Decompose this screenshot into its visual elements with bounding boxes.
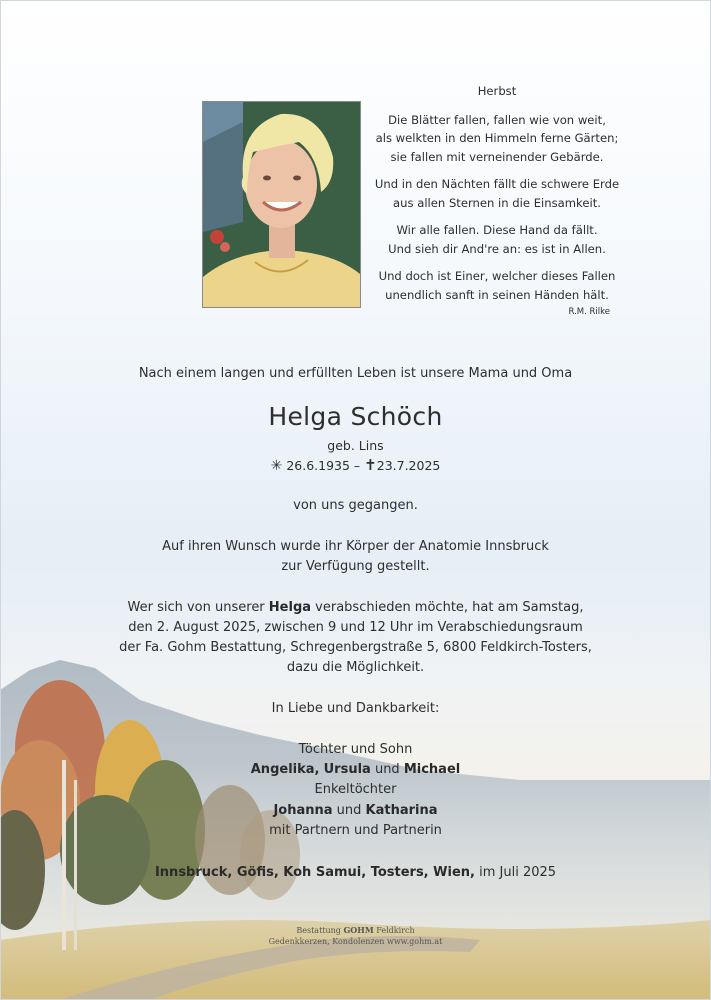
children-label: Töchter und Sohn bbox=[298, 742, 413, 757]
grandchild-name: Johanna bbox=[273, 803, 333, 818]
and-text: und bbox=[336, 803, 362, 818]
intro-text: Nach einem langen und erfüllten Leben ist unsere Mama und Oma bbox=[138, 366, 573, 381]
child-name: Angelika, bbox=[250, 762, 320, 777]
poem-line: Und sieh dir And're an: es ist in Allen. bbox=[388, 241, 606, 256]
portrait-photo bbox=[202, 101, 361, 308]
farewell-line-3: der Fa. Gohm Bestattung, Schregenbergstraße 5, 6800 Feldkirch-Tosters, bbox=[119, 640, 592, 655]
wish-line-2: zur Verfügung gestellt. bbox=[281, 559, 430, 574]
poem-line: als welkten in den Himmeln ferne Gärten; bbox=[375, 131, 619, 145]
farewell-line-4: dazu die Möglichkeit. bbox=[286, 660, 425, 675]
wish-line-1: Auf ihren Wunsch wurde ihr Körper der Anatomie Innsbruck bbox=[162, 539, 549, 554]
grandchild-name: Katharina bbox=[365, 803, 438, 818]
poem-line: sie fallen mit verneinender Gebärde. bbox=[390, 149, 604, 164]
poem bbox=[372, 82, 622, 317]
undertaker-pre: Bestattung bbox=[296, 926, 344, 935]
places: Innsbruck, Göfis, Koh Samui, Tosters, Wien, bbox=[154, 865, 475, 880]
children-names bbox=[100, 760, 611, 780]
places-date bbox=[100, 863, 611, 883]
farewell-name: Helga bbox=[268, 600, 312, 615]
month-year: im Juli 2025 bbox=[474, 865, 557, 880]
maiden-name: geb. Lins bbox=[327, 438, 384, 453]
poem-stanza bbox=[372, 175, 622, 212]
child-name: Ursula bbox=[323, 762, 371, 777]
poem-author: R.M. Rilke bbox=[568, 307, 610, 317]
undertaker-city: Feldkirch bbox=[373, 926, 415, 935]
and-text: und bbox=[374, 762, 400, 777]
deceased-name: Helga Schöch bbox=[268, 402, 443, 431]
poem-line: Wir alle fallen. Diese Hand da fällt. bbox=[396, 223, 598, 237]
partners-text: mit Partnern und Partnerin bbox=[269, 823, 442, 838]
grandchildren-names bbox=[100, 801, 611, 821]
grandchildren-label: Enkeltöchter bbox=[314, 782, 397, 797]
poem-line: aus allen Sternen in die Einsamkeit. bbox=[393, 195, 601, 210]
poem-line: unendlich sanft in seinen Händen hält. bbox=[385, 287, 609, 302]
death-date: 23.7.2025 bbox=[376, 458, 441, 473]
child-name: Michael bbox=[403, 762, 461, 777]
love-text: In Liebe und Dankbarkeit: bbox=[271, 701, 440, 716]
poem-line: Und doch ist Einer, welcher dieses Fallen bbox=[378, 269, 616, 283]
life-dates bbox=[100, 456, 611, 475]
poem-stanza bbox=[372, 267, 622, 304]
poem-line: Und in den Nächten fällt die schwere Erde bbox=[374, 177, 620, 191]
birth-star-icon: ✳ bbox=[270, 458, 283, 474]
poem-line: Die Blätter fallen, fallen wie von weit, bbox=[388, 112, 606, 127]
farewell-line-2: den 2. August 2025, zwischen 9 und 12 Uhr im Verabschiedungsraum bbox=[128, 620, 583, 635]
undertaker-line-2: Gedenkkerzen, Kondolenzen www.gohm.at bbox=[268, 937, 443, 946]
gone-text: von uns gegangen. bbox=[293, 498, 418, 513]
undertaker-brand: GOHM bbox=[343, 925, 374, 935]
poem-stanza bbox=[372, 221, 622, 258]
farewell-pre: Wer sich von unserer bbox=[127, 600, 269, 615]
farewell-post: verabschieden möchte, hat am Samstag, bbox=[311, 600, 584, 615]
farewell-line-1 bbox=[100, 598, 611, 618]
death-cross-icon: ✝ bbox=[364, 456, 377, 474]
undertaker-footer bbox=[200, 925, 511, 947]
poem-stanza bbox=[372, 111, 622, 167]
birth-date: 26.6.1935 – bbox=[286, 458, 361, 473]
undertaker-line-1 bbox=[200, 925, 511, 936]
poem-title: Herbst bbox=[477, 84, 517, 98]
